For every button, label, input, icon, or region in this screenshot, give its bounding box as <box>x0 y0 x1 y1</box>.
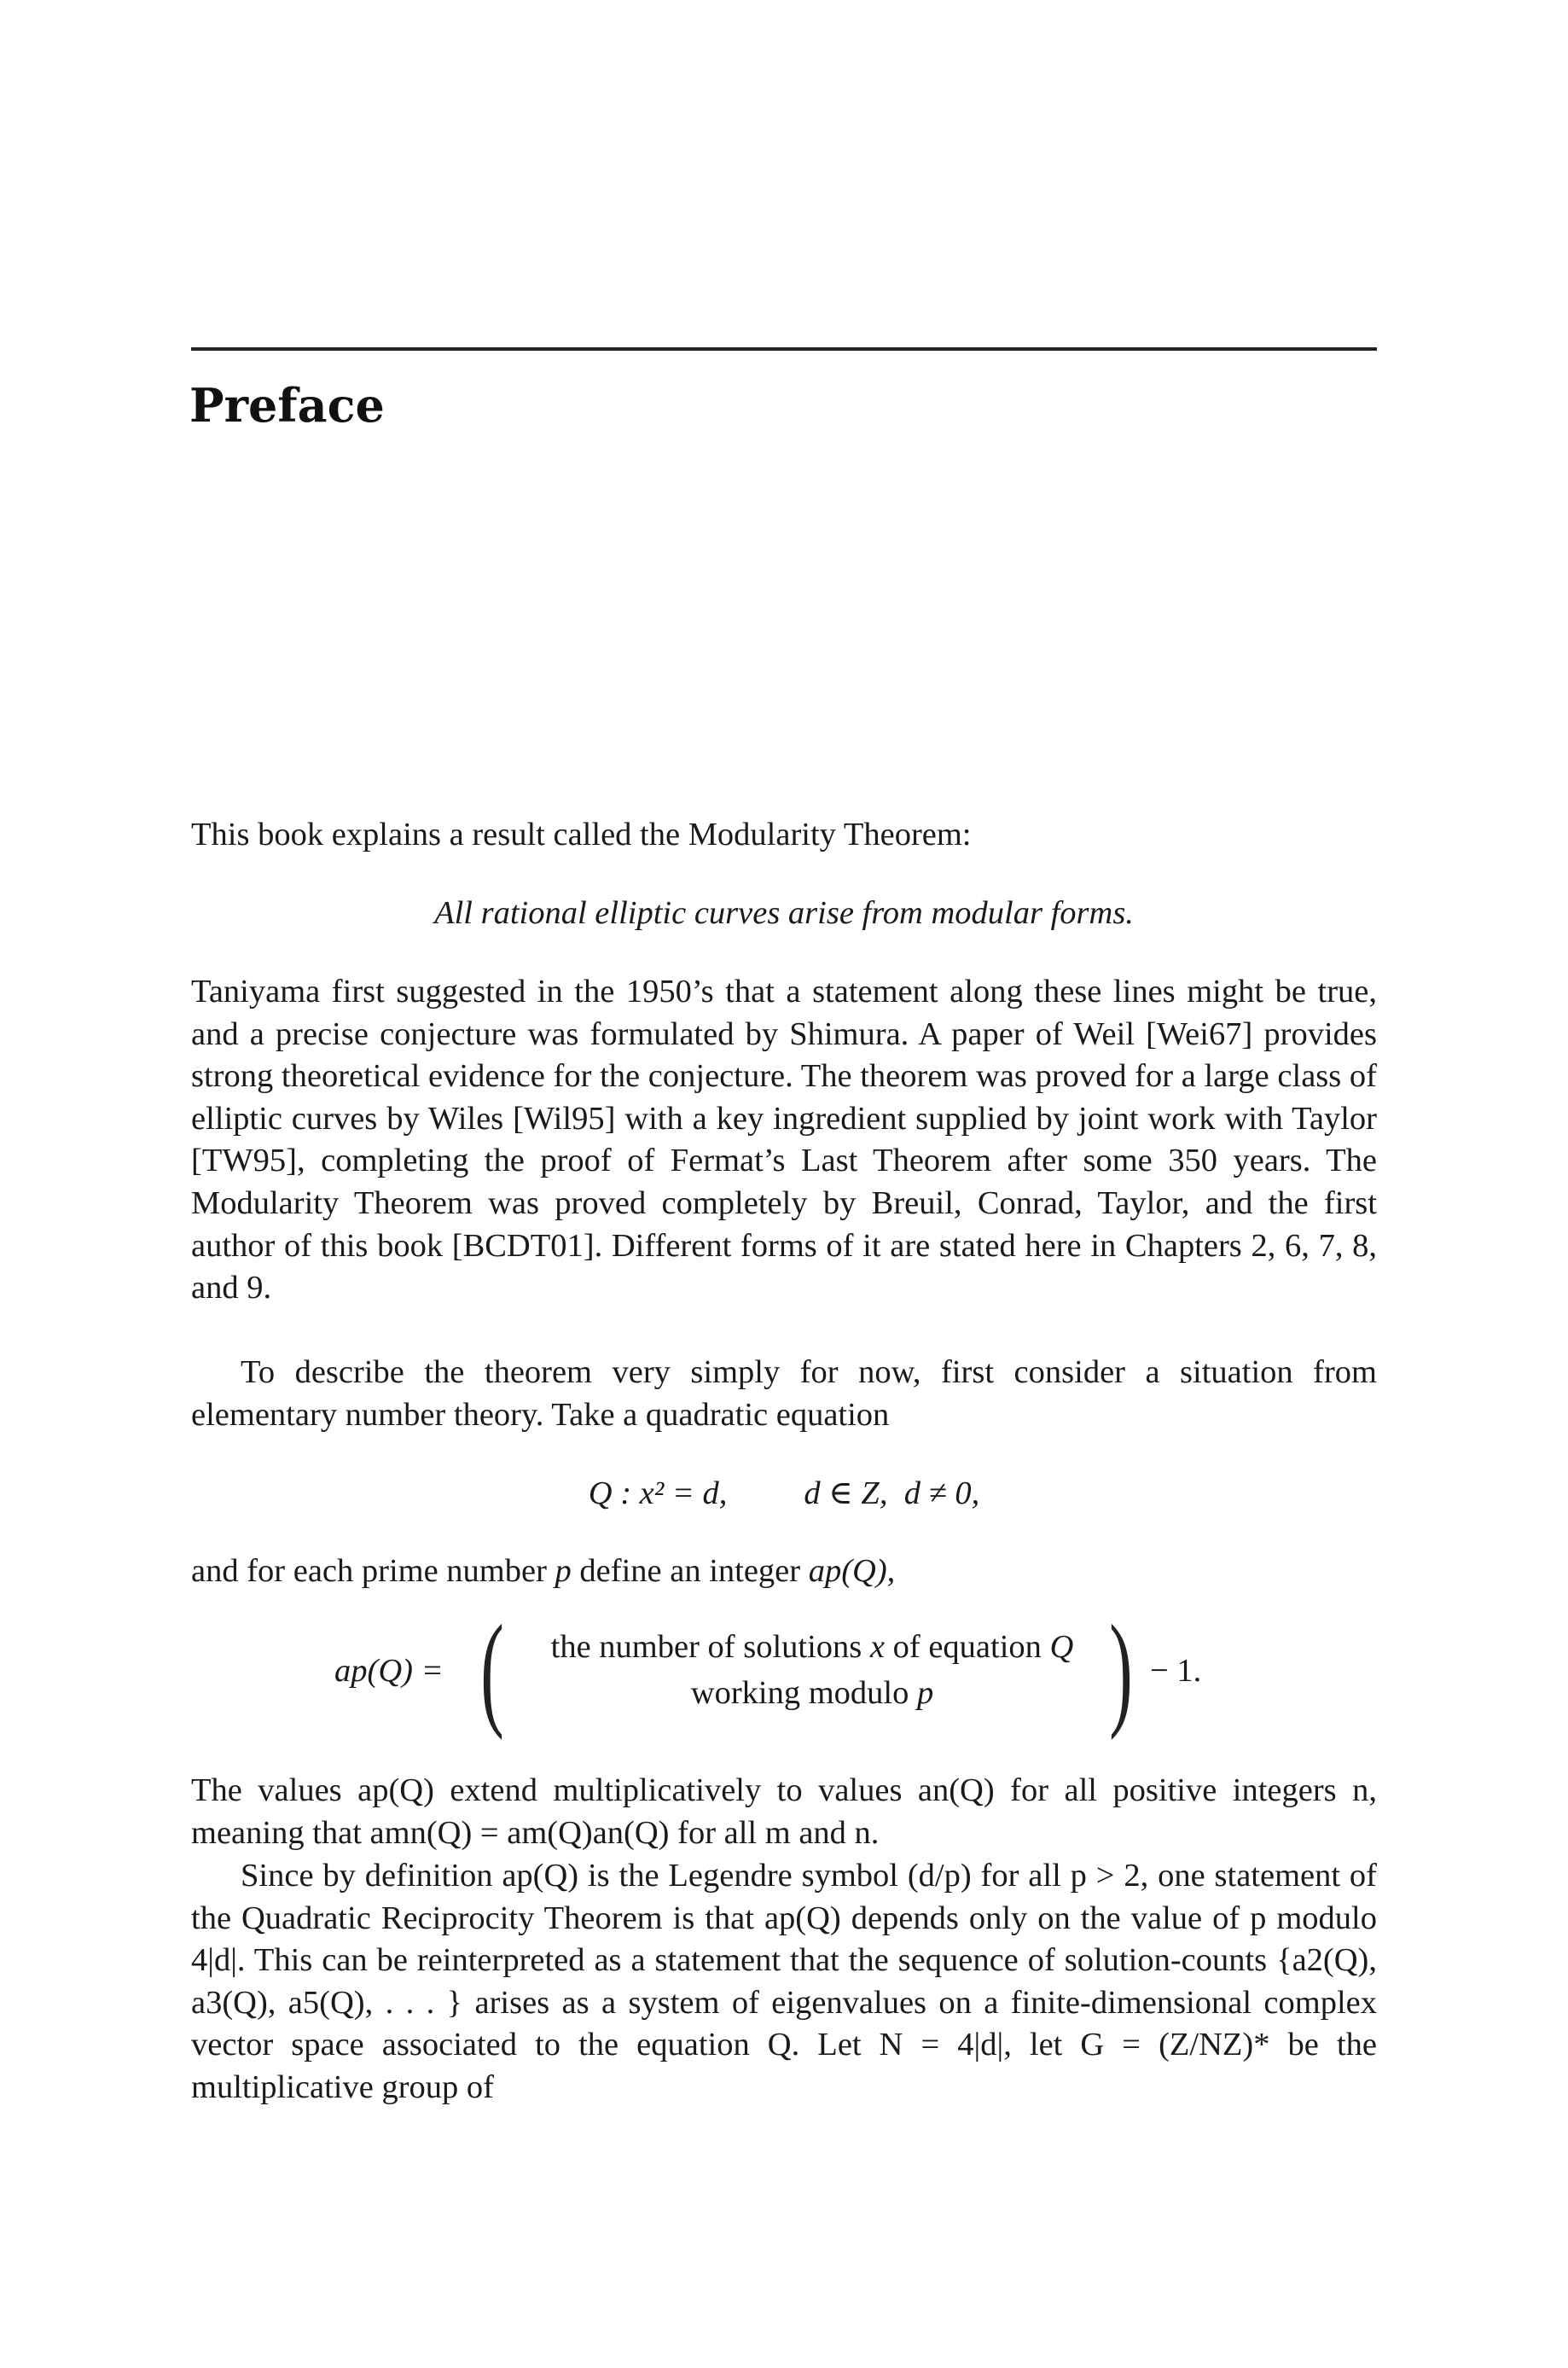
formula-tail: − 1. <box>1150 1653 1202 1689</box>
foreach-prefix: and for each prime number <box>191 1553 555 1589</box>
line1-prefix: the number of solutions <box>550 1629 870 1665</box>
left-paren: ( <box>480 1599 504 1741</box>
formula-line-1 <box>514 1628 1111 1666</box>
ap-lhs: ap(Q) = <box>334 1653 444 1689</box>
foreach-term: ap(Q), <box>808 1553 896 1589</box>
chapter-title: Preface <box>189 378 385 433</box>
foreach-var-p: p <box>555 1553 572 1589</box>
describe-paragraph: To describe the theorem very simply for now, first consider a situation from elementary number theory. Take a quadratic equation <box>191 1354 1377 1433</box>
history-paragraph: Taniyama first suggested in the 1950’s that a statement along these lines might be true, and a precise conjecture was formulated by Shimura. A paper of Weil [Wei67] provides strong theoretical evidence for the conjecture. The theorem was proved for a large class of elliptic curves by Wiles [Wil95] with a key ingredient supplied by joint work with Taylor [TW95], completing the proof of Fermat’s Last Theorem after some 350 years. The Modularity Theorem was proved completely by Breuil, Conrad, Taylor, and the first author of this book [BCDT01]. Different forms of it are stated here in Chapters 2, 6, 7, 8, and 9. <box>191 974 1377 1306</box>
theorem-statement: All rational elliptic curves arise from modular forms. <box>434 895 1134 931</box>
line1-var: x <box>869 1629 886 1665</box>
quadratic-equation <box>191 1473 1377 1516</box>
line1-q: Q <box>1049 1629 1074 1665</box>
intro-paragraph: This book explains a result called the Modularity Theorem: <box>191 817 972 852</box>
equation-lhs: Q : x² = d, <box>588 1475 728 1511</box>
foreach-middle: define an integer <box>571 1553 809 1589</box>
equation-rhs: d ∈ Z, d ≠ 0, <box>804 1475 980 1511</box>
values-paragraph: The values ap(Q) extend multiplicatively to values an(Q) for all positive integers n, meaning that amn(Q) = am(Q)an(Q) for all m and n. <box>191 1772 1377 1851</box>
line2-prefix: working modulo <box>690 1675 917 1711</box>
line2-var: p <box>916 1675 934 1711</box>
formula-line-2 <box>514 1674 1111 1712</box>
since-paragraph: Since by definition ap(Q) is the Legendre symbol (d/p) for all p > 2, one statement of the Quadratic Reciprocity Theorem is that ap(Q) depends only on the value of p modulo 4|d|. This can be reinterpreted as a statement that the sequence of solution-counts {a2(Q), a3(Q), a5(Q), . . . } arises as a system of eigenvalues on a finite-dimensional complex vector space associated to the equation Q. Let N = 4|d|, let G = (Z/NZ)* be the multiplicative group of <box>191 1858 1377 2105</box>
foreach-paragraph <box>191 1551 1377 1593</box>
right-paren: ) <box>1109 1599 1133 1741</box>
line1-mid: of equation <box>885 1629 1050 1665</box>
chapter-rule <box>191 347 1377 351</box>
ap-definition-formula <box>191 1599 1377 1741</box>
